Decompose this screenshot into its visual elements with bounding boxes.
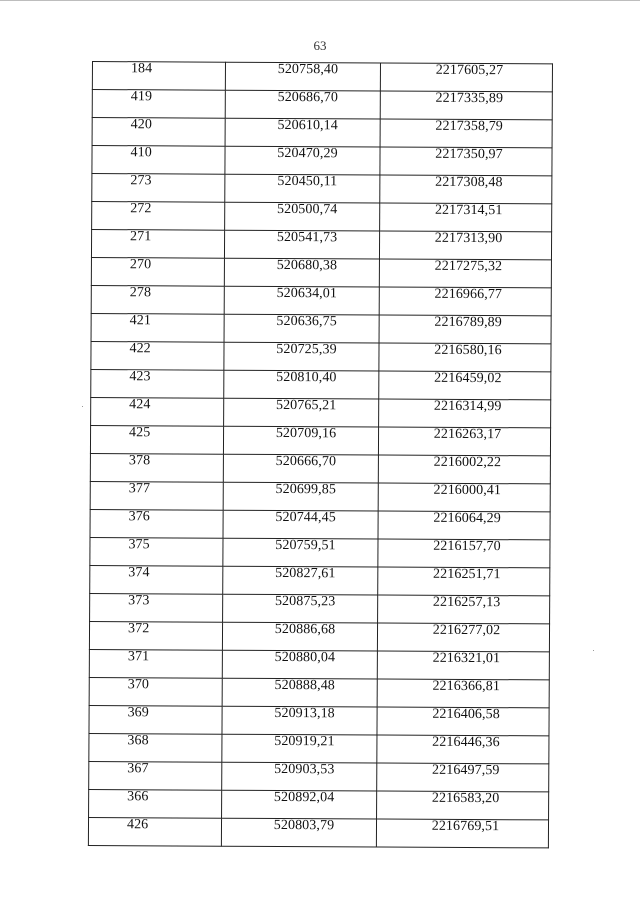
x-coordinate-cell: 520903,53 [222, 762, 377, 791]
point-number-cell: 272 [92, 202, 225, 231]
table-row [89, 761, 549, 791]
point-number-cell: 376 [90, 509, 223, 538]
point-number-cell: 366 [89, 789, 222, 818]
point-number-cell: 424 [91, 397, 224, 426]
point-number-cell: 184 [92, 62, 225, 91]
y-coordinate-cell: 2216000,41 [378, 483, 550, 512]
x-coordinate-cell: 520803,79 [221, 818, 376, 847]
point-number-cell: 373 [90, 593, 223, 622]
x-coordinate-cell: 520827,61 [223, 566, 378, 595]
table-row [88, 817, 548, 847]
table-row [91, 285, 551, 315]
point-number-cell: 370 [89, 677, 222, 706]
point-number-cell: 371 [89, 649, 222, 678]
y-coordinate-cell: 2216064,29 [378, 511, 550, 540]
x-coordinate-cell: 520680,38 [224, 258, 379, 287]
y-coordinate-cell: 2217308,48 [380, 175, 552, 204]
y-coordinate-cell: 2216257,13 [378, 595, 550, 624]
table-row [92, 62, 552, 92]
x-coordinate-cell: 520699,85 [223, 482, 378, 511]
y-coordinate-cell: 2216769,51 [376, 819, 548, 848]
y-coordinate-cell: 2216580,16 [379, 343, 551, 372]
x-coordinate-cell: 520875,23 [223, 594, 378, 623]
point-number-cell: 369 [89, 705, 222, 734]
y-coordinate-cell: 2216277,02 [377, 623, 549, 652]
table-row [92, 118, 552, 148]
point-number-cell: 278 [91, 285, 224, 314]
y-coordinate-cell: 2216321,01 [377, 651, 549, 680]
point-number-cell: 368 [89, 733, 222, 762]
page-top-edge [0, 0, 640, 1]
scan-speck [593, 650, 594, 651]
table-row [90, 425, 550, 455]
point-number-cell: 423 [91, 369, 224, 398]
table-row [91, 397, 551, 427]
table-row [92, 202, 552, 232]
table-row [91, 313, 551, 343]
point-number-cell: 422 [91, 341, 224, 370]
x-coordinate-cell: 520919,21 [222, 734, 377, 763]
table-row [89, 789, 549, 819]
table-row [92, 146, 552, 176]
scan-speck [82, 406, 83, 407]
y-coordinate-cell: 2216251,71 [378, 567, 550, 596]
y-coordinate-cell: 2216497,59 [377, 763, 549, 792]
point-number-cell: 270 [91, 257, 224, 286]
x-coordinate-cell: 520744,45 [223, 510, 378, 539]
y-coordinate-cell: 2217335,89 [380, 91, 552, 120]
x-coordinate-cell: 520880,04 [222, 650, 377, 679]
y-coordinate-cell: 2216157,70 [378, 539, 550, 568]
point-number-cell: 420 [92, 118, 225, 147]
point-number-cell: 419 [92, 90, 225, 119]
table-row [89, 677, 549, 707]
y-coordinate-cell: 2217313,90 [379, 231, 551, 260]
y-coordinate-cell: 2217358,79 [380, 119, 552, 148]
y-coordinate-cell: 2216789,89 [379, 315, 551, 344]
coordinates-table-body [88, 62, 552, 848]
x-coordinate-cell: 520634,01 [224, 286, 379, 315]
point-number-cell: 367 [89, 761, 222, 790]
x-coordinate-cell: 520758,40 [225, 62, 380, 91]
point-number-cell: 273 [92, 174, 225, 203]
x-coordinate-cell: 520709,16 [223, 426, 378, 455]
table-row [89, 733, 549, 763]
point-number-cell: 372 [89, 621, 222, 650]
x-coordinate-cell: 520636,75 [224, 314, 379, 343]
table-row [90, 593, 550, 623]
point-number-cell: 374 [90, 565, 223, 594]
y-coordinate-cell: 2216002,22 [378, 455, 550, 484]
x-coordinate-cell: 520541,73 [224, 230, 379, 259]
table-row [89, 649, 549, 679]
y-coordinate-cell: 2217275,32 [379, 259, 551, 288]
y-coordinate-cell: 2216314,99 [379, 399, 551, 428]
table-row [89, 621, 549, 651]
point-number-cell: 426 [88, 817, 221, 846]
table-row [91, 341, 551, 371]
point-number-cell: 425 [90, 425, 223, 454]
x-coordinate-cell: 520725,39 [224, 342, 379, 371]
table-row [90, 453, 550, 483]
y-coordinate-cell: 2216406,58 [377, 707, 549, 736]
table-row [91, 230, 551, 260]
table-row [90, 481, 550, 511]
point-number-cell: 421 [91, 313, 224, 342]
x-coordinate-cell: 520686,70 [225, 90, 380, 119]
y-coordinate-cell: 2216583,20 [377, 791, 549, 820]
x-coordinate-cell: 520470,29 [225, 146, 380, 175]
point-number-cell: 378 [90, 453, 223, 482]
point-number-cell: 375 [90, 537, 223, 566]
point-number-cell: 271 [91, 230, 224, 259]
y-coordinate-cell: 2217314,51 [380, 203, 552, 232]
coordinates-table [88, 61, 553, 848]
point-number-cell: 377 [90, 481, 223, 510]
x-coordinate-cell: 520892,04 [222, 790, 377, 819]
table-row [89, 705, 549, 735]
x-coordinate-cell: 520759,51 [223, 538, 378, 567]
point-number-cell: 410 [92, 146, 225, 175]
table-row [90, 509, 550, 539]
x-coordinate-cell: 520888,48 [222, 678, 377, 707]
table-row [91, 257, 551, 287]
x-coordinate-cell: 520765,21 [224, 398, 379, 427]
x-coordinate-cell: 520886,68 [222, 622, 377, 651]
table-row [90, 565, 550, 595]
y-coordinate-cell: 2216263,17 [378, 427, 550, 456]
y-coordinate-cell: 2217605,27 [380, 63, 552, 92]
y-coordinate-cell: 2216366,81 [377, 679, 549, 708]
x-coordinate-cell: 520666,70 [223, 454, 378, 483]
x-coordinate-cell: 520610,14 [225, 118, 380, 147]
y-coordinate-cell: 2217350,97 [380, 147, 552, 176]
table-row [92, 90, 552, 120]
x-coordinate-cell: 520810,40 [224, 370, 379, 399]
page-number: 63 [313, 38, 327, 53]
x-coordinate-cell: 520913,18 [222, 706, 377, 735]
table-row [92, 174, 552, 204]
x-coordinate-cell: 520500,74 [225, 202, 380, 231]
y-coordinate-cell: 2216966,77 [379, 287, 551, 316]
y-coordinate-cell: 2216446,36 [377, 735, 549, 764]
table-row [90, 537, 550, 567]
y-coordinate-cell: 2216459,02 [379, 371, 551, 400]
x-coordinate-cell: 520450,11 [225, 174, 380, 203]
table-row [91, 369, 551, 399]
